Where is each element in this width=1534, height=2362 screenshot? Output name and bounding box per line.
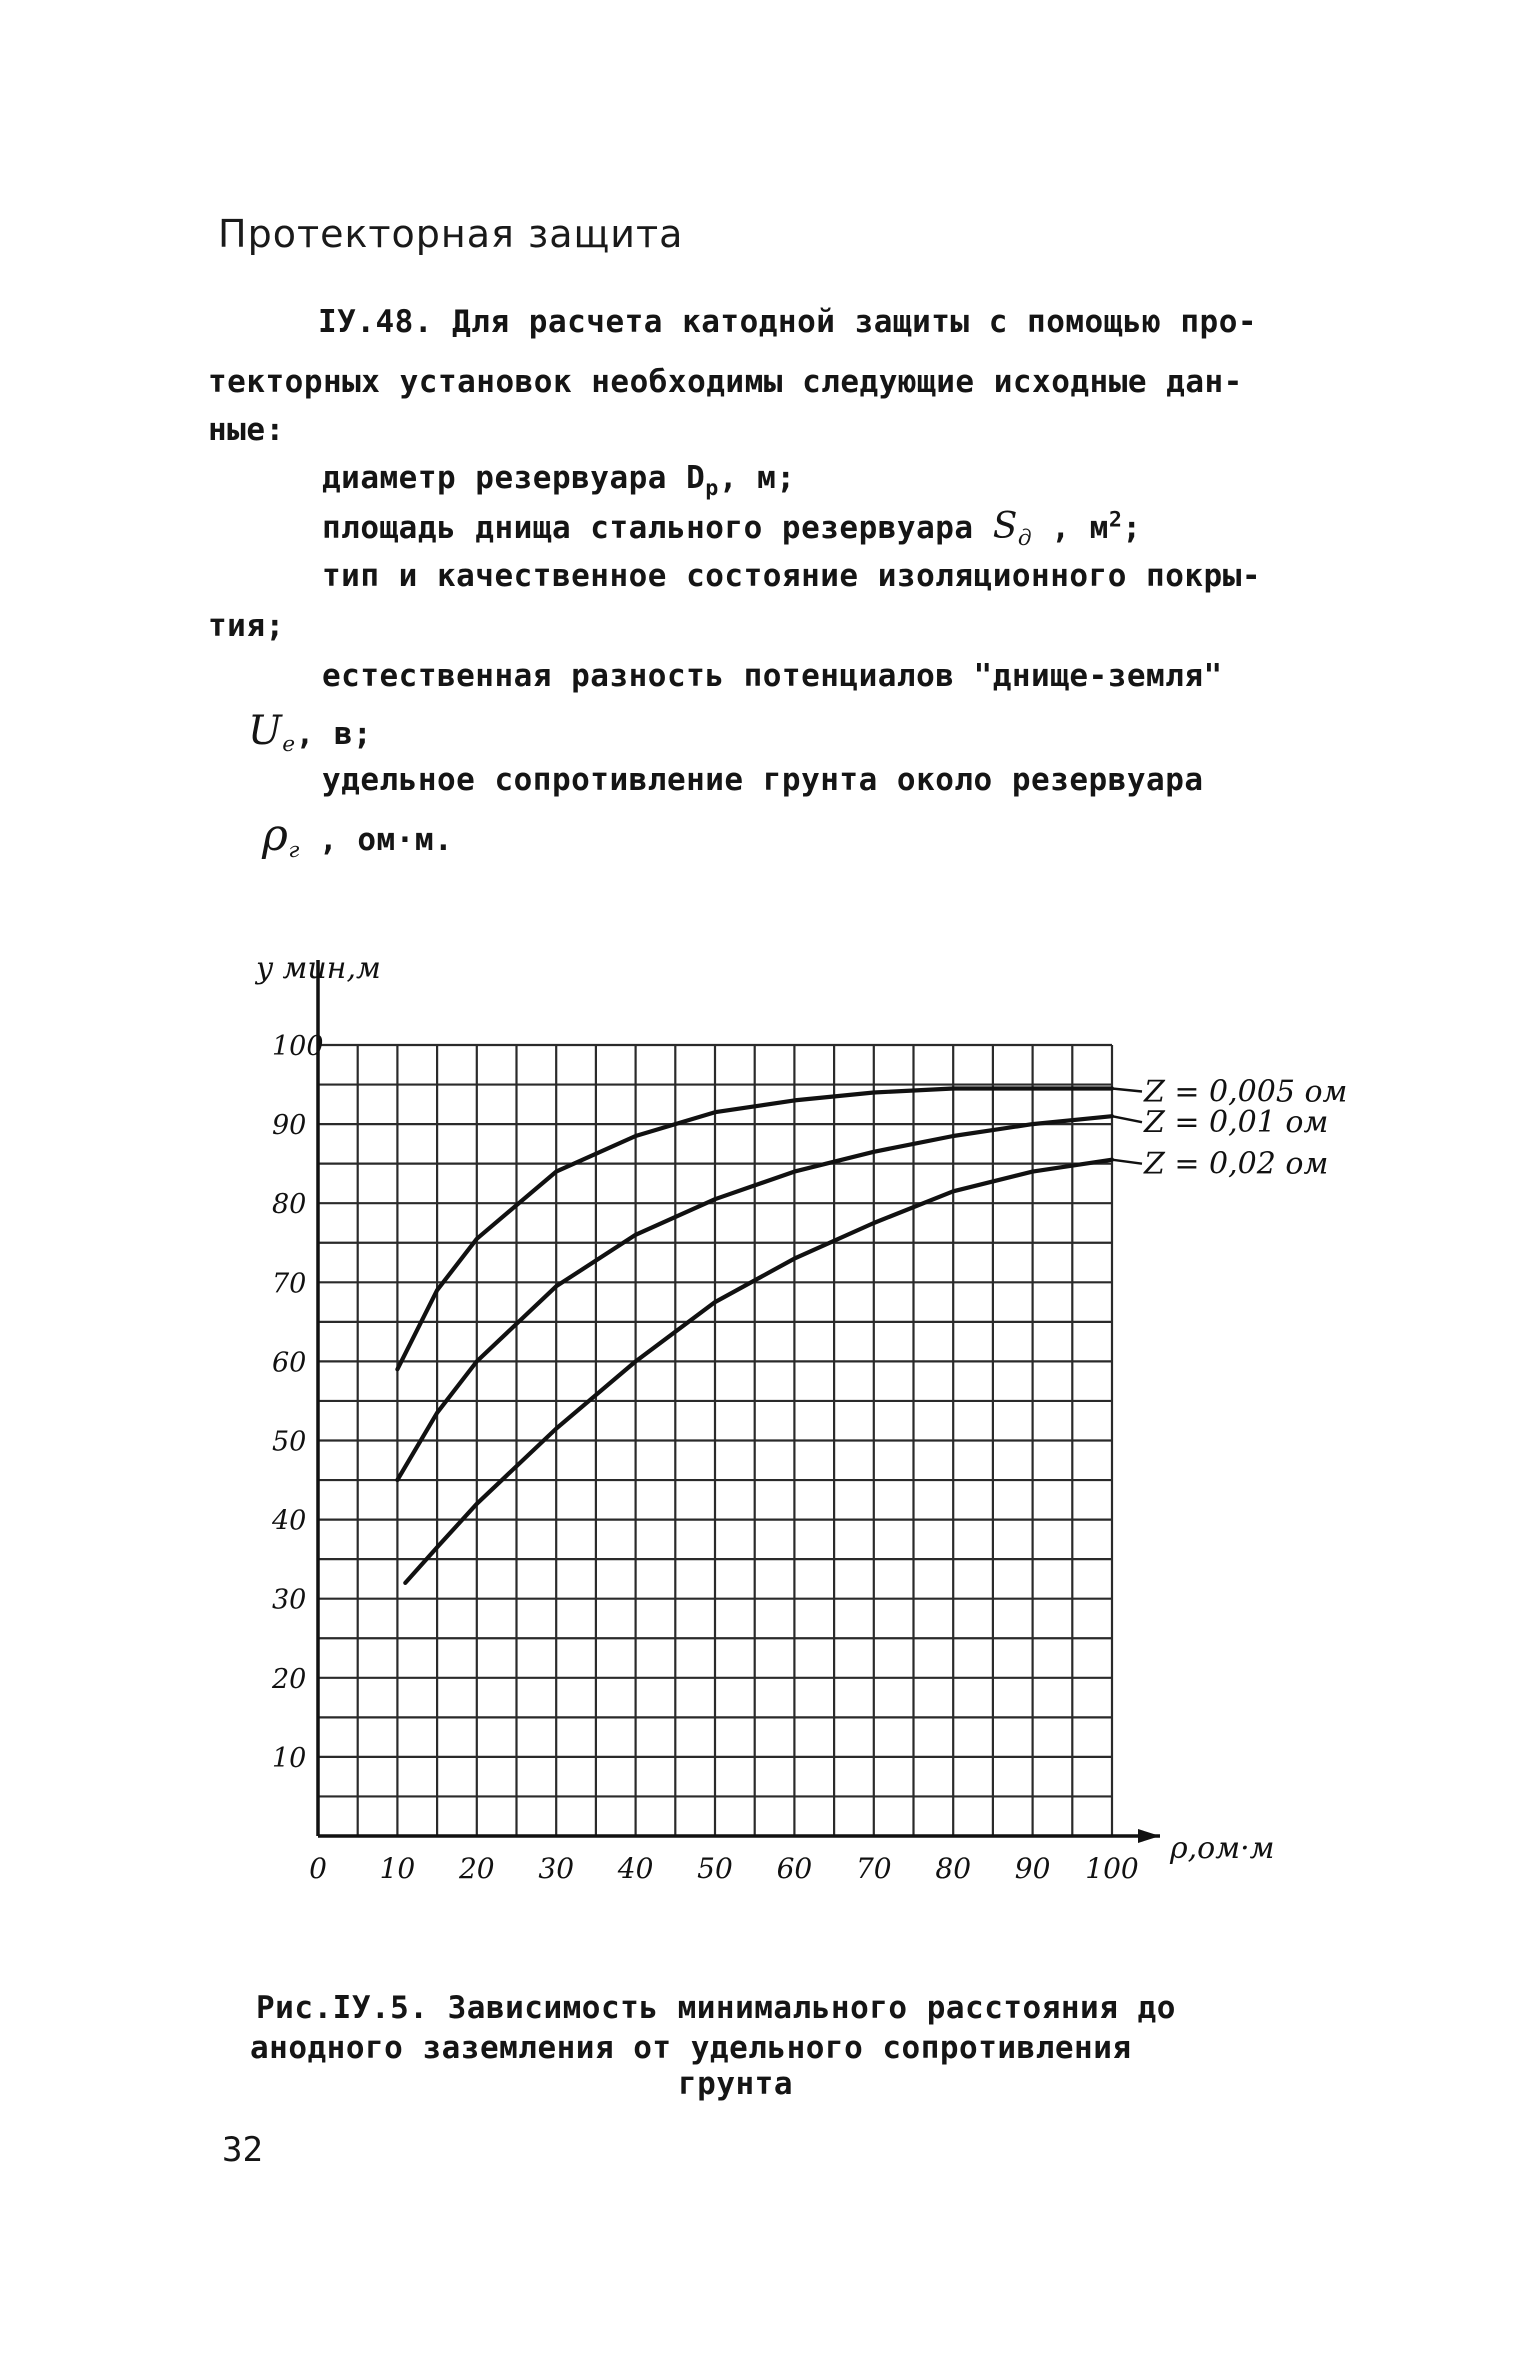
series-label-1: Z = 0,005 ом <box>1144 1074 1348 1110</box>
x-tick-label: 60 <box>776 1852 813 1885</box>
item-area-symbol: S <box>992 506 1018 547</box>
item-area-unit: , м <box>1032 510 1109 546</box>
caption-line-1: Рис.IУ.5. Зависимость минимального расстояния до <box>256 1990 1176 2026</box>
item-area-text: площадь днища стального резервуара <box>322 510 993 546</box>
chart-labels <box>254 951 1347 1885</box>
y-tick-label: 90 <box>272 1110 307 1142</box>
item-resistivity-unit: , ом·м. <box>299 822 454 858</box>
caption-line-2: анодного заземления от удельного сопротивления <box>250 2030 1132 2066</box>
item-potential-symbol: U <box>248 708 283 754</box>
item-potential-line-1: естественная разность потенциалов "днище-земля" <box>322 658 1223 694</box>
series-label-2: Z = 0,01 ом <box>1144 1105 1329 1141</box>
y-tick-label: 40 <box>272 1505 307 1537</box>
x-tick-label: 0 <box>309 1852 327 1885</box>
y-tick-label: 50 <box>272 1426 307 1458</box>
x-tick-label: 20 <box>458 1852 495 1885</box>
y-tick-label: 80 <box>272 1189 307 1221</box>
item-diameter-sub: р <box>705 476 719 502</box>
item-area-unit-sup: 2 <box>1108 507 1123 533</box>
paragraph-line-3: ные: <box>208 412 285 448</box>
paragraph-line-2: текторных установок необходимы следующие исходные дан- <box>208 364 1243 400</box>
y-tick-label: 10 <box>272 1742 307 1774</box>
y-tick-label: 20 <box>272 1663 307 1695</box>
x-tick-label: 80 <box>935 1852 972 1885</box>
x-tick-label: 90 <box>1014 1852 1051 1885</box>
x-axis-arrow <box>1138 1829 1160 1843</box>
y-tick-label: 100 <box>272 1031 324 1062</box>
y-axis-label: y мин,м <box>256 951 381 986</box>
item-resistivity-line-1: удельное сопротивление грунта около резервуара <box>322 762 1204 798</box>
x-axis-label: ρ,ом·м <box>1170 1831 1275 1866</box>
chart-grid <box>318 1045 1112 1836</box>
item-potential-sub: е <box>282 732 296 758</box>
item-resistivity-sub: г <box>288 838 300 864</box>
x-tick-label: 30 <box>538 1852 575 1885</box>
section-title: Протекторная защита <box>218 212 684 256</box>
item-diameter-unit: , м; <box>718 460 796 496</box>
x-tick-label: 70 <box>855 1852 892 1885</box>
series-label-3: Z = 0,02 ом <box>1144 1146 1329 1182</box>
y-tick-label: 30 <box>272 1584 307 1616</box>
x-tick-label: 50 <box>697 1852 733 1885</box>
paragraph-line-1: IУ.48. Для расчета катодной защиты с помощью про- <box>318 304 1258 340</box>
caption-line-3: грунта <box>678 2066 793 2102</box>
item-diameter-text: диаметр резервуара <box>322 460 687 496</box>
x-tick-label: 40 <box>617 1852 654 1885</box>
x-tick-label: 100 <box>1085 1852 1139 1885</box>
item-area-sub: д <box>1017 526 1033 552</box>
item-coating-line-2: тия; <box>208 608 285 644</box>
y-tick-label: 60 <box>272 1347 307 1379</box>
page-number: 32 <box>222 2130 263 2170</box>
y-tick-label: 70 <box>272 1268 307 1300</box>
item-resistivity-symbol: ρ <box>262 810 289 861</box>
item-area-end: ; <box>1122 510 1142 546</box>
series-label-leader-2 <box>1112 1116 1142 1122</box>
item-coating-line-1: тип и качественное состояние изоляционного покры- <box>322 558 1262 594</box>
series-label-leader-3 <box>1112 1160 1142 1164</box>
item-potential-unit: , в; <box>295 716 373 752</box>
series-label-leader-1 <box>1112 1089 1142 1092</box>
x-tick-label: 10 <box>379 1852 416 1885</box>
item-diameter-symbol: D <box>686 460 706 496</box>
